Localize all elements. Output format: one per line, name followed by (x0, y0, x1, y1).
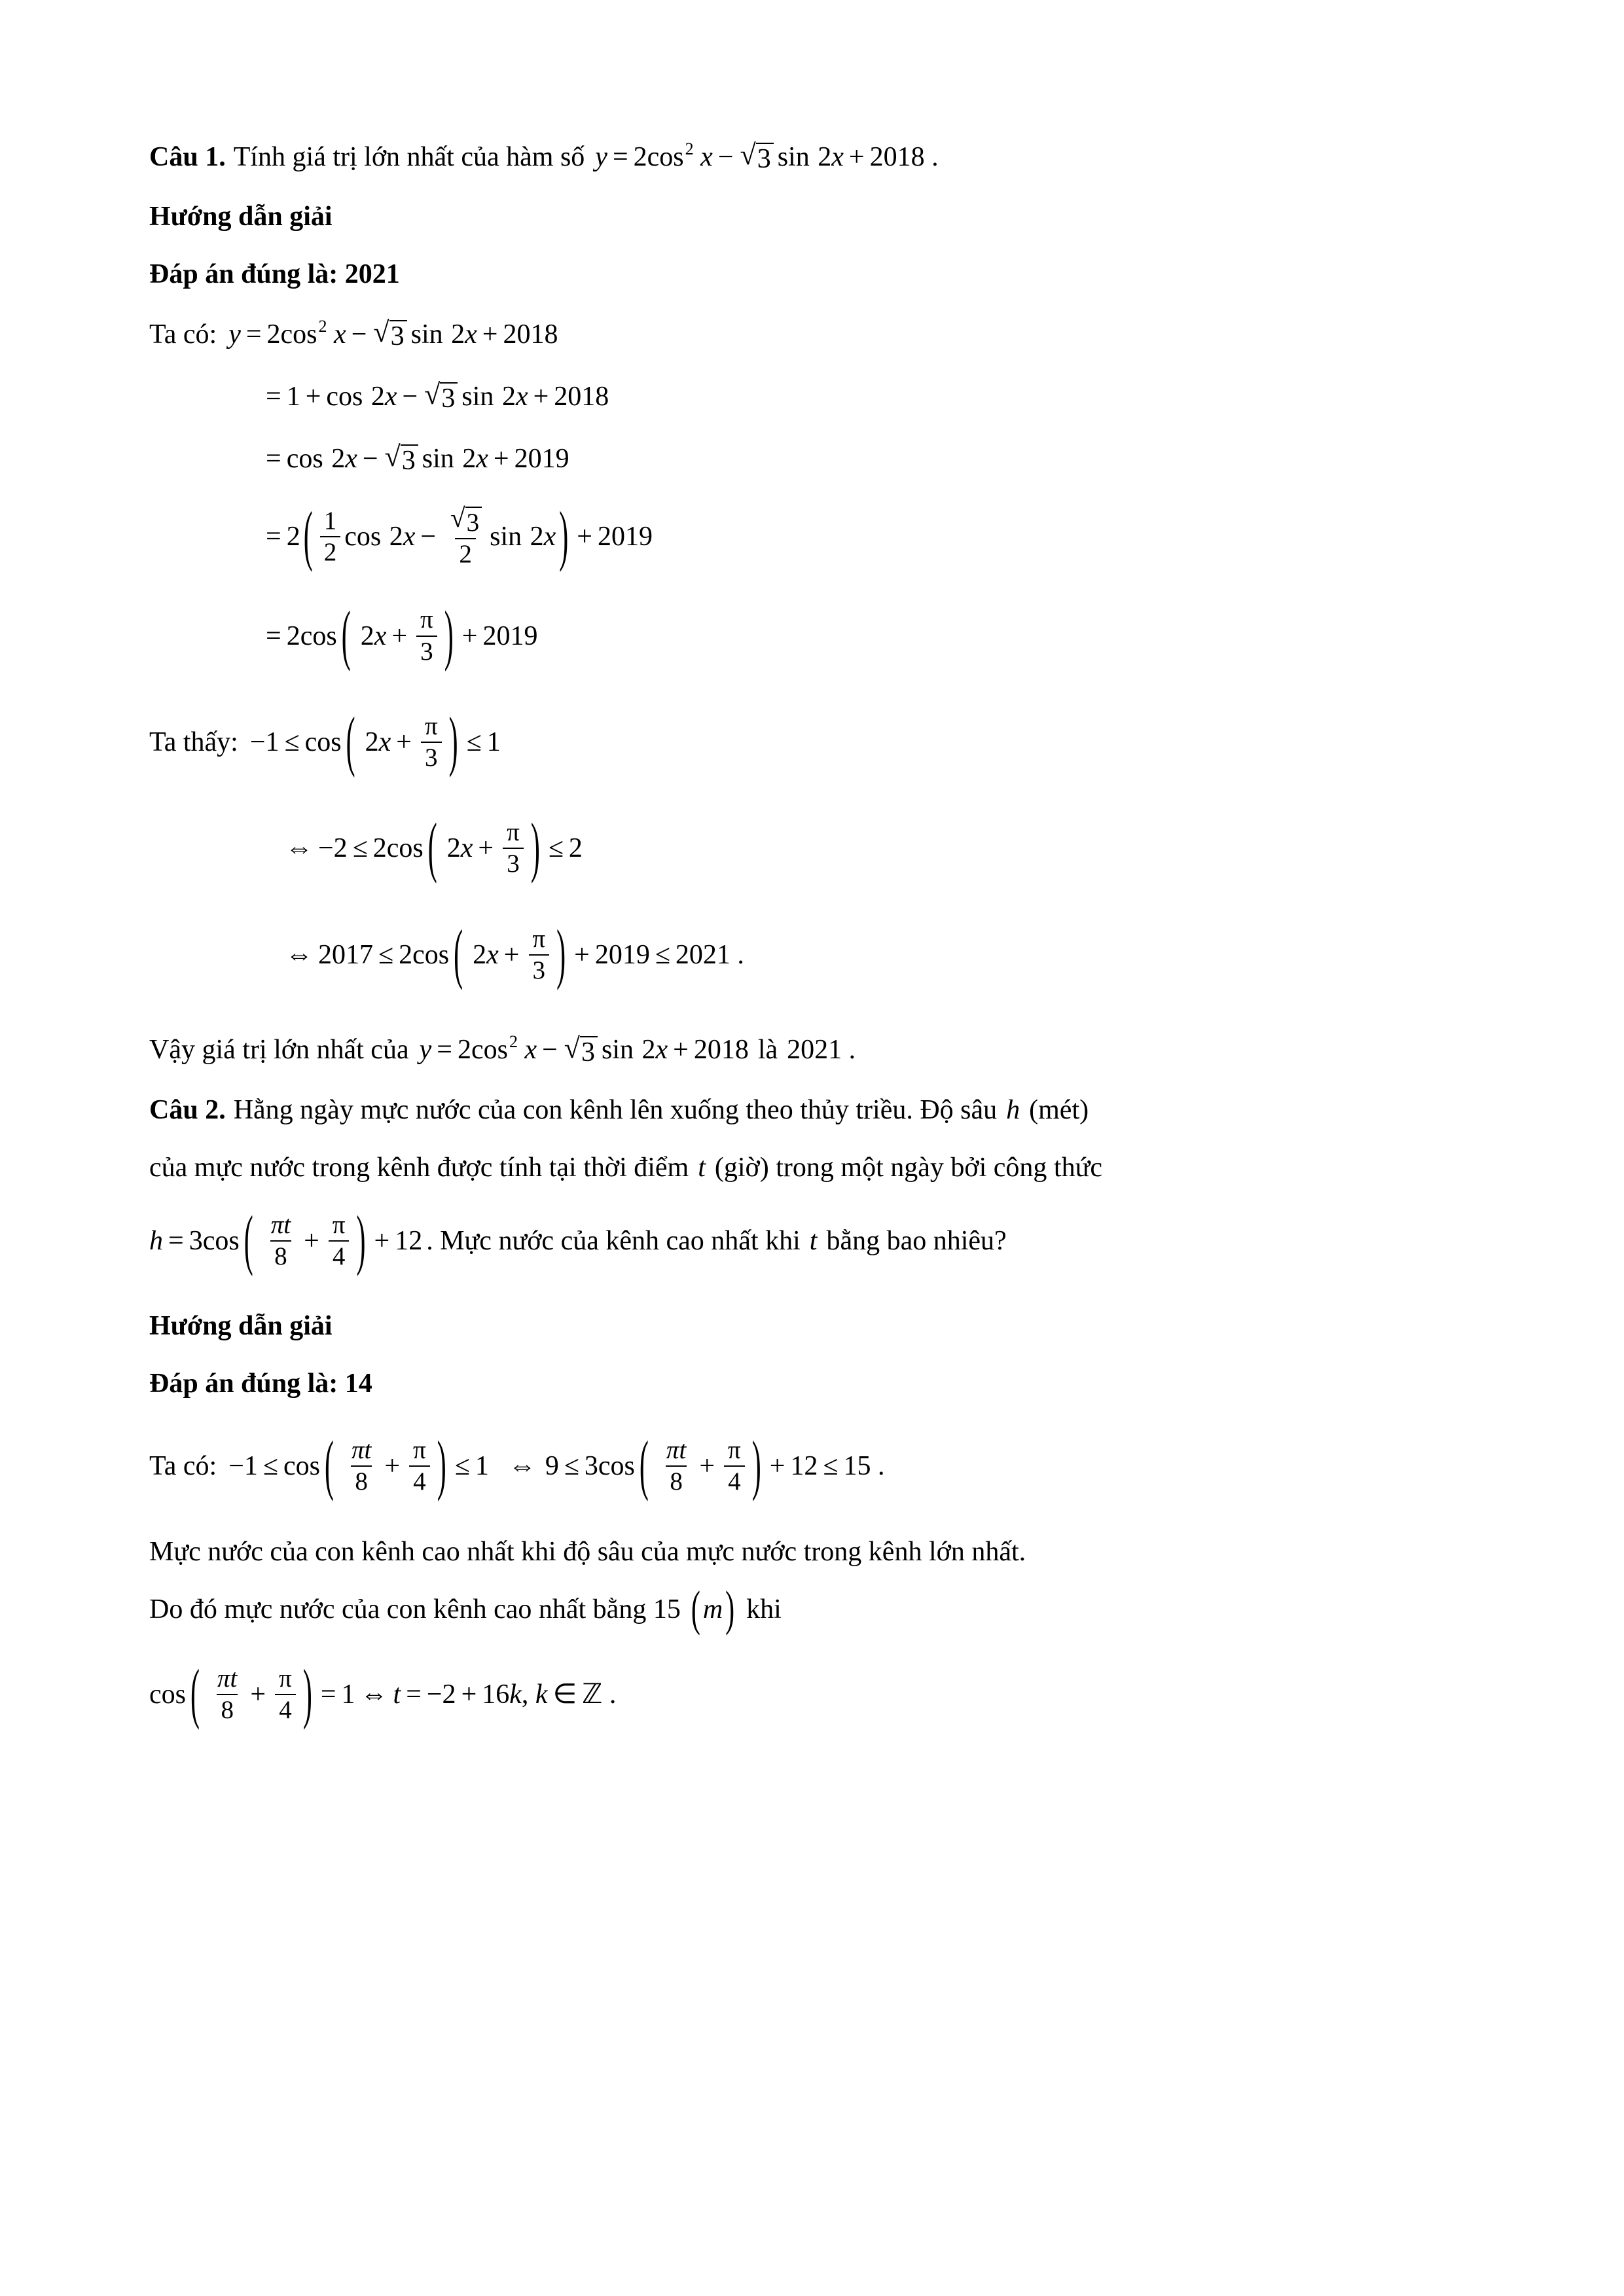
problem-1-conclusion (149, 1031, 1460, 1067)
conclusion-prefix: Vậy giá trị lớn nhất của (149, 1035, 409, 1066)
note-2-text-b: khi (746, 1594, 782, 1624)
answer-heading-text-2: Đáp án đúng là: 14 (149, 1369, 372, 1399)
problem-1-ineq-2 (149, 811, 1460, 886)
problem-2-note-2 (149, 1582, 1460, 1637)
problem-2-ineq-left: −1 ≤ cos ( $\frac{\pi t}{8}$ + $\frac{\pi}{4}$ ) ≤ 1 (228, 1429, 489, 1503)
problem-2-note-1 (149, 1538, 1460, 1566)
problem-1-ta-co (149, 318, 1460, 350)
conclusion-expression: y = 2 cos 2 x − √ 3 sin 2 x + 2018 (419, 1031, 749, 1067)
problem-2-answer-heading (149, 1370, 1460, 1397)
problem-2-var-h: h (1006, 1094, 1020, 1125)
problem-1-expression: y = 2 cos 2 x − √ 3 sin 2 x + 2018 . (595, 139, 939, 174)
problem-1-step-1 (149, 380, 1460, 412)
conclusion-value: 2021 . (787, 1035, 856, 1066)
ta-thay-label: Ta thấy: (149, 726, 238, 757)
problem-2-text-b: (mét) (1029, 1094, 1089, 1125)
problem-2-text-e: . Mực nước của kênh cao nhất khi (426, 1226, 801, 1257)
problem-2-text-c: của mực nước trong kênh được tính tại thời điểm (149, 1152, 689, 1183)
problem-2-ineq-right: 9 ≤ 3 cos ( $\frac{\pi t}{8}$ + $\frac{\pi}{4}$ ) + 12 ≤ 15 . (545, 1429, 885, 1503)
ta-co-label-2: Ta có: (149, 1451, 217, 1482)
problem-2-final (149, 1657, 1460, 1732)
ineq-3-math: ⇔ 2017 ≤ 2 cos ( 2 x + $\frac{\pi}{3}$ ) + 2019 ≤ 2021 . (285, 918, 744, 992)
step-4-math: = 2 cos ( 2 x + $\frac{\pi}{3}$ ) + 2019 (266, 599, 538, 673)
problem-1-step-0: y = 2 cos 2 x − √ 3 sin 2 x + 2018 (228, 316, 558, 351)
note-2-text-a: Do đó mực nước của con kênh cao nhất bằng 15 (149, 1594, 681, 1624)
guide-heading-text-2: Hướng dẫn giải (149, 1311, 333, 1342)
step-3-math: = 2 ( $\frac{1}{2}$ cos 2 x − √ 3 2 sin 2 x ) + 2019 (266, 499, 653, 574)
note-2-unit: ( m ) (691, 1582, 735, 1637)
problem-1-statement (149, 141, 1460, 173)
problem-2-text-a: Hằng ngày mực nước của con kênh lên xuống theo thủy triều. Độ sâu (233, 1094, 998, 1125)
problem-1-step-2 (149, 442, 1460, 475)
problem-2-guide-heading (149, 1312, 1460, 1340)
problem-2-statement-line-3 (149, 1204, 1460, 1278)
problem-1-guide-heading (149, 203, 1460, 230)
ta-co-label: Ta có: (149, 319, 217, 350)
final-math: cos ( $\frac{\pi t}{8}$ + $\frac{\pi}{4}$ ) = 1 ⇔ t = −2 + 16 k , k ∈ ℤ . (149, 1657, 617, 1732)
ineq-2-math: ⇔ −2 ≤ 2 cos ( 2 x + $\frac{\pi}{3}$ ) ≤ 2 (285, 811, 583, 886)
conclusion-mid: là (757, 1035, 778, 1066)
step-2-math: = cos 2 x − √ 3 sin 2 x + 2019 (266, 440, 569, 476)
problem-2-iff: ⇔ (508, 1451, 536, 1482)
problem-2-ta-co (149, 1429, 1460, 1503)
answer-heading-text: Đáp án đúng là: 2021 (149, 259, 400, 289)
problem-1-label: Câu 1. (149, 141, 226, 172)
problem-1-step-4 (149, 599, 1460, 673)
guide-heading-text: Hướng dẫn giải (149, 202, 333, 232)
step-1-math: = 1 + cos 2 x − √ 3 sin 2 x + 2018 (266, 378, 609, 414)
problem-1-step-3 (149, 499, 1460, 574)
problem-2-formula: h = 3 cos ( $\frac{\pi t}{8}$ + $\frac{\pi}{4}$ ) + 12 (149, 1204, 423, 1278)
note-1-text: Mực nước của con kênh cao nhất khi độ sâu của mực nước trong kênh lớn nhất. (149, 1536, 1026, 1567)
problem-2-var-t2: t (809, 1226, 818, 1257)
problem-1-ineq-3 (149, 918, 1460, 992)
problem-1-statement-text: Tính giá trị lớn nhất của hàm số (233, 141, 585, 172)
problem-2-text-d: (giờ) trong một ngày bởi công thức (714, 1152, 1102, 1183)
problem-1-ineq-1: −1 ≤ cos ( 2 x + $\frac{\pi}{3}$ ) ≤ 1 (249, 705, 501, 780)
problem-2-var-t: t (698, 1152, 706, 1183)
problem-2-statement-line-1 (149, 1096, 1460, 1124)
problem-1-ta-thay (149, 705, 1460, 780)
problem-2-label: Câu 2. (149, 1094, 226, 1125)
problem-2-text-f: bằng bao nhiêu? (826, 1226, 1007, 1257)
problem-1-answer-heading (149, 260, 1460, 288)
problem-2-statement-line-2 (149, 1154, 1460, 1181)
